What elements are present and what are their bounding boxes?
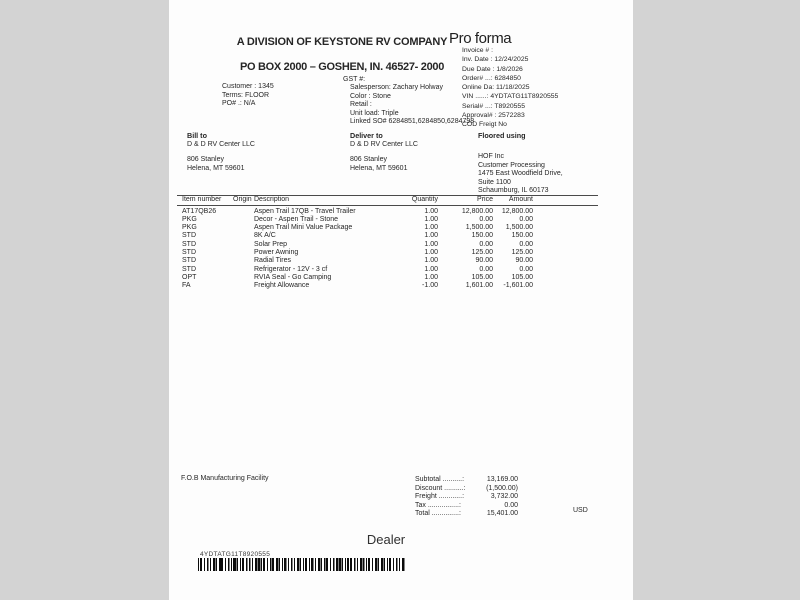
- cell-description: Decor - Aspen Trail - Stone: [254, 215, 339, 223]
- table-row: [169, 257, 633, 265]
- cell-price: 150.00: [471, 232, 493, 240]
- cell-amount: 90.00: [515, 257, 533, 265]
- col-header-description: Description: [254, 196, 290, 203]
- fob-text: F.O.B Manufacturing Facility: [181, 475, 269, 482]
- cell-quantity: 1.00: [424, 207, 438, 215]
- cell-price: 0.00: [479, 215, 493, 223]
- gst-label: GST #:: [343, 76, 366, 83]
- col-header-item-number: Item number: [182, 196, 222, 203]
- cell-price: 0.00: [479, 240, 493, 248]
- cell-item-number: FA: [182, 282, 191, 290]
- col-header-origin: Origin: [233, 196, 252, 203]
- cell-quantity: 1.00: [424, 240, 438, 248]
- table-row: [169, 224, 633, 232]
- floored-using-title: Floored using: [478, 131, 526, 140]
- total-label: Tax ................:: [415, 501, 461, 509]
- invoice-meta-line: VIN ......: 4YDTATG11T8920555: [462, 93, 559, 101]
- cell-description: Refrigerator - 12V - 3 cf: [254, 265, 328, 273]
- total-value: 15,401.00: [486, 510, 518, 518]
- cell-price: 1,601.00: [465, 282, 493, 290]
- cell-description: Aspen Trail Mini Value Package: [254, 224, 353, 232]
- bill-to-title: Bill to: [187, 131, 207, 140]
- cell-quantity: 1.00: [424, 215, 438, 223]
- vin-barcode-text: 4YDTATG11T8920555: [200, 551, 271, 558]
- cell-quantity: -1.00: [422, 282, 438, 290]
- invoice-meta-line: Approval# : 2572283: [462, 112, 525, 120]
- cell-quantity: 1.00: [424, 248, 438, 256]
- invoice-meta-line: Inv. Date : 12/24/2025: [462, 56, 529, 64]
- customer-line: Terms: FLOOR: [222, 91, 270, 99]
- cell-amount: 0.00: [519, 240, 533, 248]
- cell-item-number: STD: [182, 248, 196, 256]
- cell-description: Power Awning: [254, 248, 299, 256]
- cell-description: RVIA Seal - Go Camping: [254, 273, 332, 281]
- cell-quantity: 1.00: [424, 257, 438, 265]
- cell-price: 90.00: [475, 257, 493, 265]
- cell-item-number: PKG: [182, 215, 197, 223]
- table-row: [169, 274, 633, 282]
- cell-item-number: STD: [182, 257, 196, 265]
- bill-to-name: D & D RV Center LLC: [187, 141, 255, 148]
- cell-amount: 0.00: [519, 215, 533, 223]
- invoice-meta-line: Invoice # :: [462, 47, 493, 54]
- customer-block: [222, 83, 274, 109]
- cell-amount: 150.00: [511, 232, 533, 240]
- floored-using-block: [478, 131, 563, 196]
- table-header-rule: [177, 205, 598, 206]
- floored-using-line: Customer Processing: [478, 161, 545, 169]
- table-row: [169, 241, 633, 249]
- cell-description: 8K A/C: [254, 232, 276, 240]
- cell-amount: 1,500.00: [505, 224, 533, 232]
- total-label: Freight ............:: [415, 493, 465, 501]
- bill-to-address: [187, 156, 255, 173]
- col-header-amount: Amount: [508, 196, 533, 203]
- total-label: Total ..............:: [415, 510, 461, 518]
- floored-using-details: [478, 153, 563, 196]
- order-info-line: Color : Stone: [350, 92, 391, 100]
- total-label: Subtotal ..........:: [415, 476, 465, 483]
- total-value: 0.00: [504, 501, 518, 509]
- invoice-meta-line: COD Freigt No: [462, 121, 507, 129]
- deliver-to-address: [350, 156, 418, 173]
- total-value: (1,500.00): [486, 484, 518, 492]
- cell-quantity: 1.00: [424, 232, 438, 240]
- invoice-meta-block: [462, 46, 558, 130]
- invoice-meta-line: Serial# ...: T8920555: [462, 102, 525, 110]
- dealer-label: Dealer: [366, 532, 406, 547]
- cell-quantity: 1.00: [424, 265, 438, 273]
- customer-line: PO# .: N/A: [222, 100, 256, 107]
- cell-price: 1,500.00: [465, 224, 493, 232]
- table-row: [169, 282, 633, 290]
- bill-to-address-line: Helena, MT 59601: [187, 164, 245, 172]
- col-header-quantity: Quantity: [411, 196, 438, 203]
- cell-amount: 105.00: [511, 273, 533, 281]
- cell-description: Solar Prep: [254, 240, 288, 248]
- bill-to-block: [187, 131, 255, 173]
- cell-amount: 0.00: [519, 265, 533, 273]
- order-info-line: Salesperson: Zachary Holway: [350, 84, 443, 91]
- col-header-price: Price: [477, 196, 493, 203]
- table-row: [169, 266, 633, 274]
- company-address-line: PO BOX 2000 – GOSHEN, IN. 46527- 2000: [239, 61, 445, 73]
- document-type-title: Pro forma: [449, 30, 512, 47]
- cell-item-number: OPT: [182, 273, 197, 281]
- total-value: 13,169.00: [486, 476, 518, 483]
- table-row: [169, 232, 633, 240]
- floored-using-line: 1475 East Woodfield Drive,: [478, 170, 563, 177]
- table-row: [169, 216, 633, 224]
- company-division-line: A DIVISION OF KEYSTONE RV COMPANY: [236, 36, 448, 48]
- invoice-meta-line: Online Da: 11/18/2025: [462, 84, 530, 92]
- total-value: 3,732.00: [490, 493, 518, 501]
- cell-amount: 125.00: [511, 248, 533, 256]
- cell-price: 125.00: [471, 248, 493, 256]
- order-info-block: [350, 84, 474, 127]
- order-info-line: Unit load: Triple: [350, 109, 399, 117]
- deliver-to-address-line: 806 Stanley: [350, 156, 387, 163]
- deliver-to-block: [350, 131, 418, 173]
- invoice-meta-line: Order# ...: 6284850: [462, 74, 521, 82]
- cell-description: Aspen Trail 17QB - Travel Trailer: [254, 207, 356, 215]
- bill-to-address-line: 806 Stanley: [187, 156, 224, 163]
- cell-price: 105.00: [471, 273, 493, 281]
- cell-item-number: STD: [182, 240, 196, 248]
- floored-using-line: Schaumburg, IL 60173: [478, 187, 549, 194]
- cell-item-number: PKG: [182, 224, 197, 232]
- cell-description: Freight Allowance: [254, 282, 310, 290]
- cell-amount: -1,601.00: [503, 282, 533, 290]
- order-info-line: Linked SO# 6284851,6284850,6284798: [350, 118, 475, 125]
- cell-price: 12,800.00: [461, 207, 493, 215]
- cell-item-number: STD: [182, 232, 196, 240]
- deliver-to-title: Deliver to: [350, 131, 383, 140]
- table-row: [169, 249, 633, 257]
- cell-item-number: AT17QB26: [182, 207, 217, 215]
- items-table-header: [169, 196, 633, 205]
- order-info-line: Retail :: [350, 101, 372, 108]
- deliver-to-name: D & D RV Center LLC: [350, 141, 418, 148]
- cell-description: Radial Tires: [254, 257, 291, 265]
- table-row: [169, 208, 633, 216]
- items-table-body: [169, 208, 633, 291]
- total-label: Discount ..........:: [415, 484, 466, 492]
- invoice-meta-line: Due Date : 1/8/2026: [462, 65, 523, 73]
- cell-amount: 12,800.00: [501, 207, 533, 215]
- cell-quantity: 1.00: [424, 273, 438, 281]
- floored-using-line: HOF Inc: [478, 153, 505, 160]
- currency-code: USD: [573, 507, 588, 514]
- cell-item-number: STD: [182, 265, 196, 273]
- floored-using-line: Suite 1100: [478, 178, 511, 186]
- vin-barcode: [198, 558, 405, 571]
- customer-line: Customer : 1345: [222, 83, 274, 90]
- invoice-page: [169, 0, 633, 600]
- cell-price: 0.00: [479, 265, 493, 273]
- cell-quantity: 1.00: [424, 224, 438, 232]
- deliver-to-address-line: Helena, MT 59601: [350, 164, 408, 172]
